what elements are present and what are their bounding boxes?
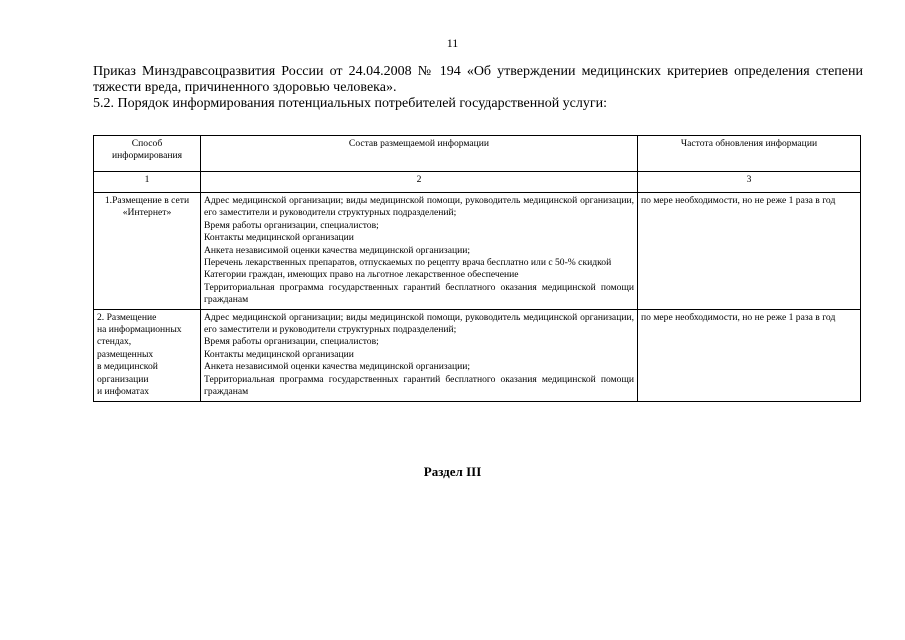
frequency-cell: по мере необходимости, но не реже 1 раза в год [638, 193, 861, 310]
table-row [94, 309, 861, 401]
content-line: Перечень лекарственных препаратов, отпускаемых по рецепту врача бесплатно или с 50-% скидкой [204, 257, 612, 269]
content-line: Адрес медицинской организации; виды медицинской помощи, руководитель медицинской организации, его заместители и руководители структурных подразделений; [204, 195, 634, 219]
informing-table [93, 135, 861, 402]
content-cell [201, 309, 638, 401]
intro-block [93, 64, 863, 112]
informing-procedure-heading: 5.2. Порядок информирования потенциальных потребителей государственной услуги: [93, 96, 608, 111]
header-frequency: Частота обновления информации [638, 136, 861, 172]
method-line: стендах, [97, 336, 132, 348]
column-number-3: 3 [638, 172, 861, 193]
frequency-cell: по мере необходимости, но не реже 1 раза в год [638, 309, 861, 401]
page-number: 11 [446, 36, 459, 50]
method-cell [94, 309, 201, 401]
section-title: Раздел III [423, 464, 482, 479]
content-line: Время работы организации, специалистов; [204, 336, 379, 348]
method-line: 2. Размещение [97, 311, 157, 323]
content-line: Адрес медицинской организации; виды медицинской помощи, руководитель медицинской организации, его заместители и руководители структурных подразделений; [204, 311, 634, 336]
content-line: Контакты медицинской организации [204, 348, 354, 360]
content-cell [201, 193, 638, 310]
method-line: на информационных [97, 324, 182, 336]
content-line: Территориальная программа государственных гарантий бесплатного оказания медицинской помощи гражданам [204, 373, 634, 398]
content-line: Время работы организации, специалистов; [204, 219, 379, 231]
header-method: Способ информирования [94, 136, 201, 172]
content-line: Анкета независимой оценки качества медицинской организации; [204, 244, 471, 256]
column-number-2: 2 [201, 172, 638, 193]
table-number-row [94, 172, 861, 193]
content-line: Территориальная программа государственных гарантий бесплатного оказания медицинской помощи гражданам [204, 281, 634, 306]
header-content: Состав размещаемой информации [201, 136, 638, 172]
order-reference-text: Приказ Минздравсоцразвития России от 24.04.2008 № 194 «Об утверждении медицинских критериев определения степени тяжести вреда, причиненного здоровью человека». [93, 64, 863, 95]
content-line: Категории граждан, имеющих право на льготное лекарственное обеспечение [204, 269, 519, 281]
column-number-1: 1 [94, 172, 201, 193]
content-line: Контакты медицинской организации [204, 232, 354, 244]
method-cell: 1.Размещение в сети «Интернет» [94, 193, 201, 310]
method-line: в медицинской [97, 361, 158, 373]
method-line: организации [97, 373, 149, 385]
method-line: и инфоматах [97, 386, 150, 398]
table-row [94, 193, 861, 310]
method-line: размещенных [97, 348, 154, 360]
content-line: Анкета независимой оценки качества медицинской организации; [204, 361, 471, 373]
table-header-row [94, 136, 861, 172]
